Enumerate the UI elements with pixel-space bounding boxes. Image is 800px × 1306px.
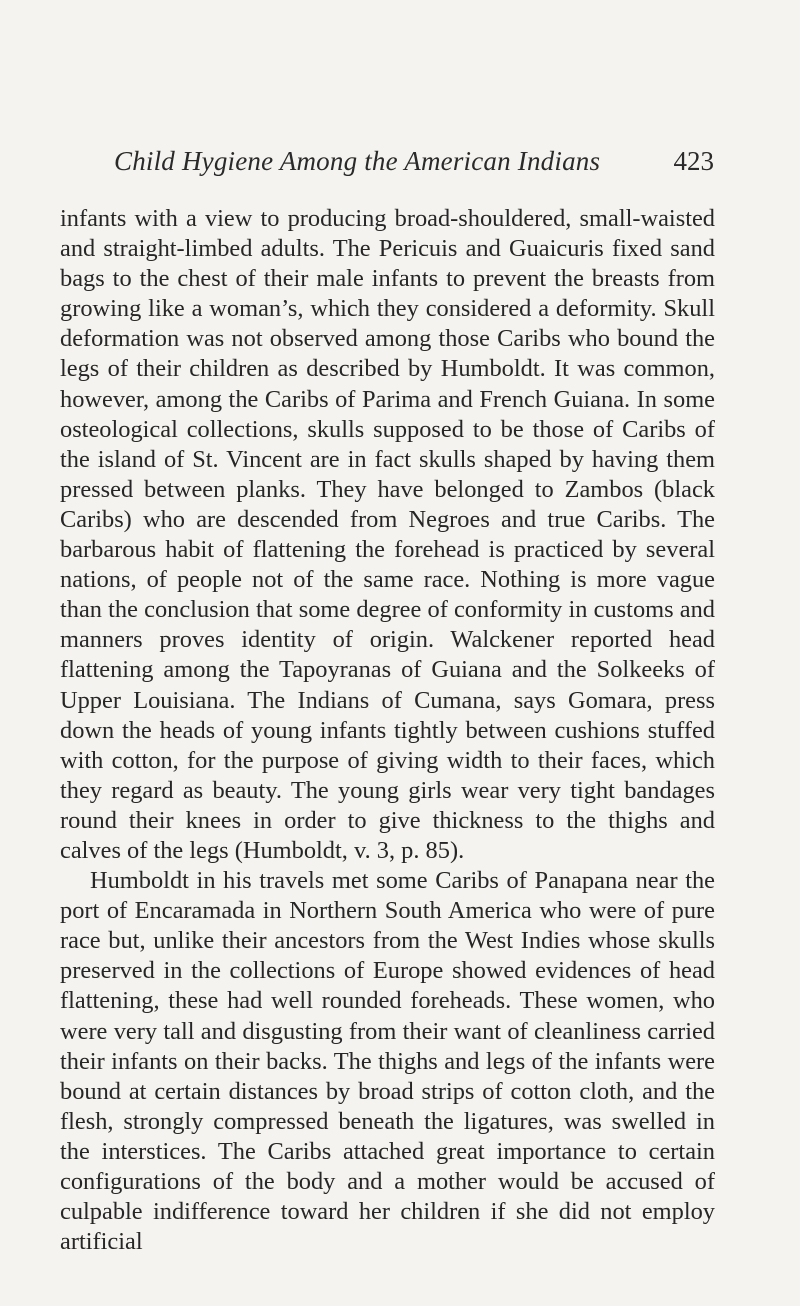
running-head (114, 146, 714, 186)
running-title: Child Hygiene Among the American Indians (114, 146, 601, 176)
paragraph-continued: infants with a view to producing broad-shouldered, small-waisted and straight-limbed adults. The Pericuis and Guaicuris fixed sand bags to the chest of their male infants to prevent the breasts from growing like a woman’s, which they considered a deformity. Skull deformation was not observed among those Caribs who bound the legs of their children as described by Humboldt. It was common, however, among the Caribs of Parima and French Guiana. In some osteological collections, skulls supposed to be those of Caribs of the island of St. Vincent are in fact skulls shaped by having them pressed between planks. They have belonged to Zambos (black Caribs) who are descended from Negroes and true Caribs. The barbarous habit of flattening the forehead is practiced by several nations, of people not of the same race. Nothing is more vague than the conclusion that some degree of conformity in customs and manners proves identity of origin. Walckener reported head flattening among the Tapoyranas of Guiana and the Solkeeks of Upper Louisiana. The Indians of Cumana, says Gomara, press down the heads of young infants tightly between cushions stuffed with cotton, for the purpose of giving width to their faces, which they regard as beauty. The young girls wear very tight bandages round their knees in order to give thickness to the thighs and calves of the legs (Humboldt, v. 3, p. 85). (60, 205, 715, 864)
paragraph-humboldt: Humboldt in his travels met some Caribs of Panapana near the port of Encaramada in Northern South America who were of pure race but, unlike their ancestors from the West Indies whose skulls preserved in the collections of Europe showed evidences of head flattening, these had well rounded foreheads. These women, who were very tall and disgusting from their want of cleanliness carried their infants on their backs. The thighs and legs of the infants were bound at certain distances by broad strips of cotton cloth, and the flesh, strongly compressed beneath the ligatures, was swelled in the interstices. The Caribs attached great importance to certain configurations of the body and a mother would be accused of culpable indifference toward her children if she did not employ artificial (60, 867, 715, 1256)
page-number: 423 (673, 146, 714, 176)
body-text (60, 204, 715, 1257)
